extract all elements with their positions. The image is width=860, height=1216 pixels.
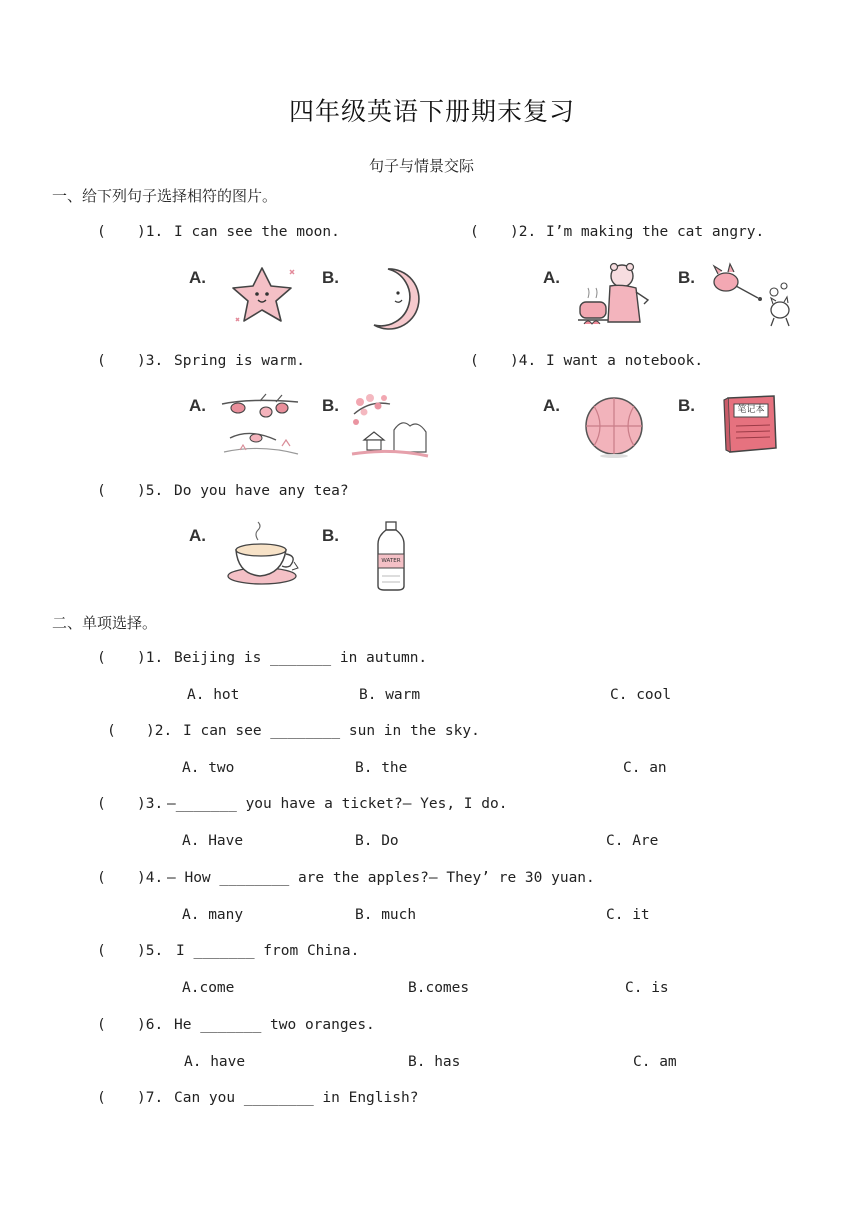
question-number: )1. xyxy=(137,650,164,666)
option-b[interactable]: B. has xyxy=(408,1054,461,1070)
option-a[interactable]: A. have xyxy=(184,1054,246,1070)
question-text: I can see ________ sun in the sky. xyxy=(183,723,480,739)
paren-open: ( xyxy=(97,224,106,240)
basketball-icon[interactable] xyxy=(582,394,646,460)
option-b-label: B. xyxy=(322,268,339,287)
paren-open: ( xyxy=(97,870,106,886)
question-number: )3. xyxy=(137,353,164,369)
option-a-label: A. xyxy=(543,396,560,415)
option-b[interactable]: B.comes xyxy=(408,980,470,996)
option-c[interactable]: C. it xyxy=(606,907,650,923)
option-a[interactable]: A. two xyxy=(182,760,235,776)
crescent-moon-icon[interactable] xyxy=(362,265,426,331)
option-b-label: B. xyxy=(322,396,339,415)
option-a[interactable]: A. hot xyxy=(187,687,240,703)
chasing-cat-icon[interactable] xyxy=(708,262,800,330)
section-heading-1: 一、给下列句子选择相符的图片。 xyxy=(52,187,278,205)
question-text: Can you ________ in English? xyxy=(174,1090,419,1106)
question-number: )4. xyxy=(137,870,164,886)
question-text: I’m making the cat angry. xyxy=(546,224,765,240)
paren-open: ( xyxy=(107,723,116,739)
question-text: I can see the moon. xyxy=(174,224,340,240)
paren-open: ( xyxy=(470,224,479,240)
paren-open: ( xyxy=(470,353,479,369)
question-number: )2. xyxy=(146,723,173,739)
paren-open: ( xyxy=(97,943,106,959)
option-c[interactable]: C. cool xyxy=(610,687,672,703)
question-number: )2. xyxy=(510,224,537,240)
option-a-label: A. xyxy=(189,268,206,287)
notebook-label: 笔记本 xyxy=(737,405,765,415)
cooking-bear-icon[interactable] xyxy=(574,262,658,330)
paren-open: ( xyxy=(97,483,106,499)
question-text: Beijing is _______ in autumn. xyxy=(174,650,428,666)
star-icon[interactable] xyxy=(228,262,300,328)
option-b-label: B. xyxy=(678,396,695,415)
option-b[interactable]: B. the xyxy=(355,760,408,776)
option-a[interactable]: A. many xyxy=(182,907,244,923)
question-text: I _______ from China. xyxy=(176,943,360,959)
question-text: I want a notebook. xyxy=(546,353,704,369)
paren-open: ( xyxy=(97,353,106,369)
birds-branch-icon[interactable] xyxy=(220,392,300,460)
option-a-label: A. xyxy=(189,526,206,545)
notebook-icon[interactable] xyxy=(722,394,780,454)
question-text: He _______ two oranges. xyxy=(174,1017,375,1033)
paren-open: ( xyxy=(97,1090,106,1106)
blossom-pavilion-icon[interactable] xyxy=(350,390,430,460)
page-subtitle: 句子与情景交际 xyxy=(369,157,475,175)
question-text: — How ________ are the apples?— They’ re 30 yuan. xyxy=(167,870,595,886)
question-number: )5. xyxy=(137,943,164,959)
page-title: 四年级英语下册期末复习 xyxy=(289,97,576,126)
paren-open: ( xyxy=(97,1017,106,1033)
option-b[interactable]: B. warm xyxy=(359,687,421,703)
option-c[interactable]: C. Are xyxy=(606,833,659,849)
option-a-label: A. xyxy=(543,268,560,287)
paren-open: ( xyxy=(97,796,106,812)
option-a[interactable]: A. Have xyxy=(182,833,244,849)
question-text: Spring is warm. xyxy=(174,353,305,369)
option-b-label: B. xyxy=(322,526,339,545)
option-c[interactable]: C. is xyxy=(625,980,669,996)
option-a[interactable]: A.come xyxy=(182,980,235,996)
option-c[interactable]: C. an xyxy=(623,760,667,776)
bottle-label: WATER xyxy=(381,558,401,564)
section-heading-2: 二、单项选择。 xyxy=(52,614,158,632)
option-b[interactable]: B. Do xyxy=(355,833,399,849)
paren-open: ( xyxy=(97,650,106,666)
question-number: )7. xyxy=(137,1090,164,1106)
option-c[interactable]: C. am xyxy=(633,1054,677,1070)
option-b[interactable]: B. much xyxy=(355,907,417,923)
question-text: Do you have any tea? xyxy=(174,483,349,499)
water-bottle-icon[interactable] xyxy=(374,520,408,592)
option-b-label: B. xyxy=(678,268,695,287)
question-text: —_______ you have a ticket?— Yes, I do. xyxy=(167,796,508,812)
teacup-icon[interactable] xyxy=(224,520,304,588)
option-a-label: A. xyxy=(189,396,206,415)
question-number: )5. xyxy=(137,483,164,499)
question-number: )3. xyxy=(137,796,164,812)
question-number: )6. xyxy=(137,1017,164,1033)
question-number: )1. xyxy=(137,224,164,240)
question-number: )4. xyxy=(510,353,537,369)
